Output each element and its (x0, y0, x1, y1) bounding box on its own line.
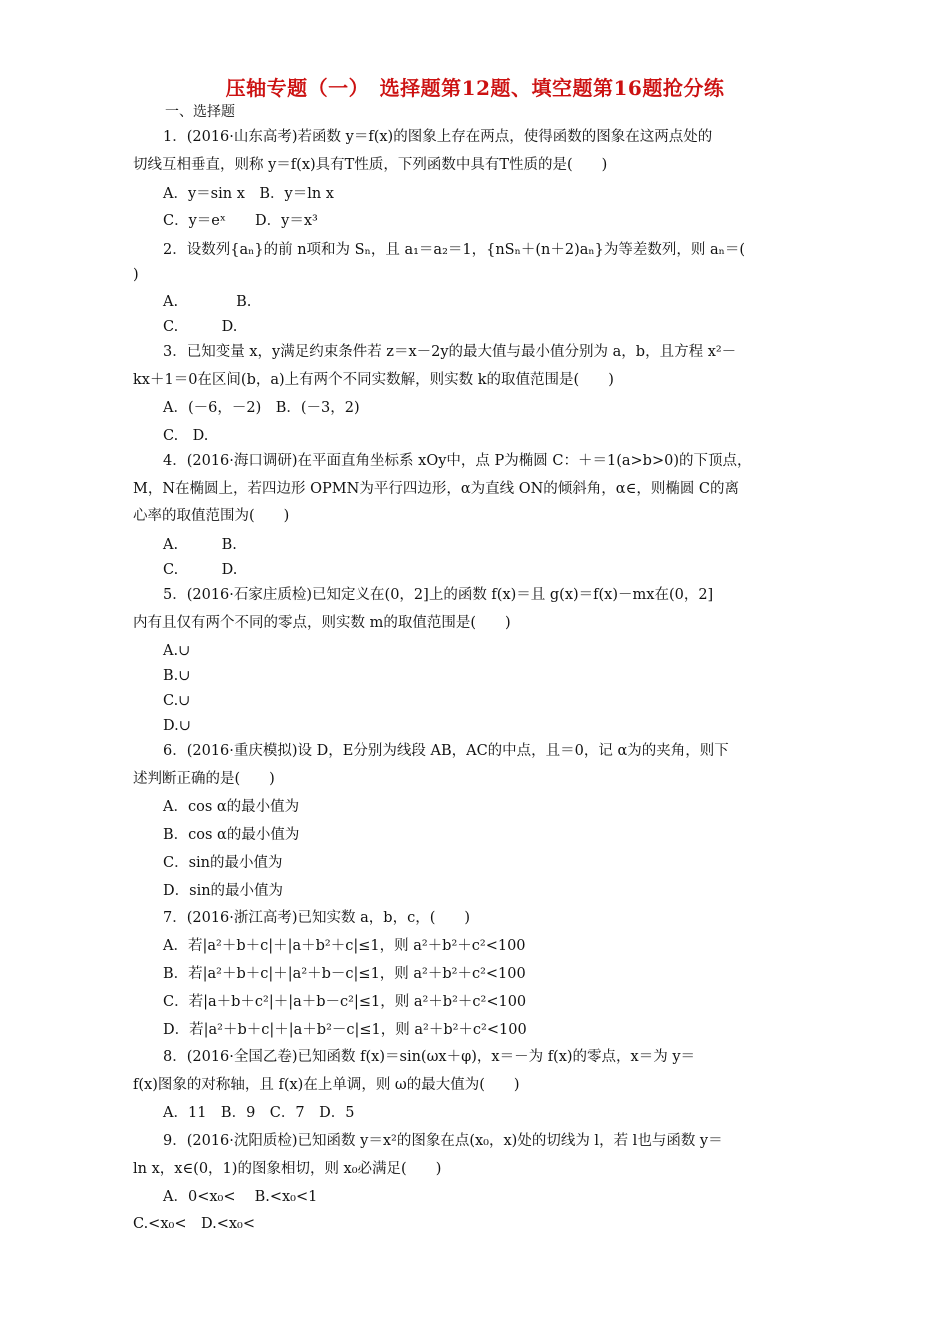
text-line: B．若|a²＋b＋c|＋|a²＋b－c|≤1，则 a²＋b²＋c²<100 (163, 966, 526, 982)
text-line: B．cos α的最小值为 (163, 827, 300, 843)
text-line: 述判断正确的是( ) (133, 771, 275, 787)
text-line: C．y＝eˣ D．y＝x³ (163, 213, 318, 229)
text-line: A. B. (163, 294, 252, 310)
text-line: M，N在椭圆上，若四边形 OPMN为平行四边形，α为直线 ON的倾斜角，α∈，则椭圆 C的离 (133, 481, 740, 497)
text-line: 切线互相垂直，则称 y＝f(x)具有T性质，下列函数中具有T性质的是( ) (133, 157, 608, 173)
text-line: A.∪ (163, 643, 191, 659)
text-line: ) (133, 267, 139, 283)
text-line: 心率的取值范围为( ) (133, 508, 290, 524)
text-line: B.∪ (163, 668, 191, 684)
text-line: 3．已知变量 x，y满足约束条件若 z＝x－2y的最大值与最小值分别为 a，b，且方程 x²－ (163, 344, 737, 360)
text-line: D．若|a²＋b＋c|＋|a＋b²－c|≤1，则 a²＋b²＋c²<100 (163, 1022, 527, 1038)
text-line: 1．(2016·山东高考)若函数 y＝f(x)的图象上存在两点，使得函数的图象在这两点处的 (163, 129, 713, 145)
text-line: A．cos α的最小值为 (163, 799, 300, 815)
text-line: A．11 B．9 C．7 D．5 (163, 1105, 355, 1121)
text-line: A．若|a²＋b＋c|＋|a＋b²＋c|≤1，则 a²＋b²＋c²<100 (163, 938, 526, 954)
text-line: kx＋1＝0在区间(b，a)上有两个不同实数解，则实数 k的取值范围是( ) (133, 372, 614, 388)
page-title: 压轴专题（一） 选择题第12题、填空题第16题抢分练 (225, 76, 725, 100)
text-line: 6．(2016·重庆模拟)设 D，E分别为线段 AB，AC的中点，且＝0，记 α为的夹角，则下 (163, 743, 729, 759)
text-line: 7．(2016·浙江高考)已知实数 a，b，c，( ) (163, 910, 471, 926)
text-line: D.∪ (163, 718, 191, 734)
text-line: C.∪ (163, 693, 191, 709)
text-line: C. D. (163, 562, 238, 578)
text-line: 9．(2016·沈阳质检)已知函数 y＝x²的图象在点(x₀，x)处的切线为 l，若 l也与函数 y＝ (163, 1133, 723, 1149)
text-line: D．sin的最小值为 (163, 883, 284, 899)
text-line: C. D. (163, 428, 209, 444)
text-line: 2．设数列{aₙ}的前 n项和为 Sₙ，且 a₁＝a₂＝1，{nSₙ＋(n＋2)aₙ}为等差数列，则 aₙ＝( (163, 242, 746, 258)
text-line: ln x，x∈(0，1)的图象相切，则 x₀必满足( ) (133, 1161, 442, 1177)
text-line: 4．(2016·海口调研)在平面直角坐标系 xOy中，点 P为椭圆 C：＋＝1(a>b>0)的下顶点， (163, 453, 752, 469)
text-line: C．sin的最小值为 (163, 855, 283, 871)
section-heading: 一、选择题 (165, 104, 235, 120)
text-line: C. D. (163, 319, 238, 335)
text-line: A．(－6，－2) B．(－3，2) (163, 400, 360, 416)
text-line: 内有且仅有两个不同的零点，则实数 m的取值范围是( ) (133, 615, 511, 631)
text-line: C.<x₀< D.<x₀< (133, 1216, 255, 1232)
text-line: A．0<x₀< B.<x₀<1 (163, 1189, 318, 1205)
text-line: A. B. (163, 537, 237, 553)
text-line: 8．(2016·全国乙卷)已知函数 f(x)＝sin(ωx＋φ)，x＝－为 f(x)的零点，x＝为 y＝ (163, 1049, 696, 1065)
text-line: A．y＝sin x B．y＝ln x (163, 186, 334, 202)
text-line: 5．(2016·石家庄质检)已知定义在(0，2]上的函数 f(x)＝且 g(x)＝f(x)－mx在(0，2] (163, 587, 714, 603)
text-line: f(x)图象的对称轴，且 f(x)在上单调，则 ω的最大值为( ) (133, 1077, 520, 1093)
text-line: C．若|a＋b＋c²|＋|a＋b－c²|≤1，则 a²＋b²＋c²<100 (163, 994, 527, 1010)
